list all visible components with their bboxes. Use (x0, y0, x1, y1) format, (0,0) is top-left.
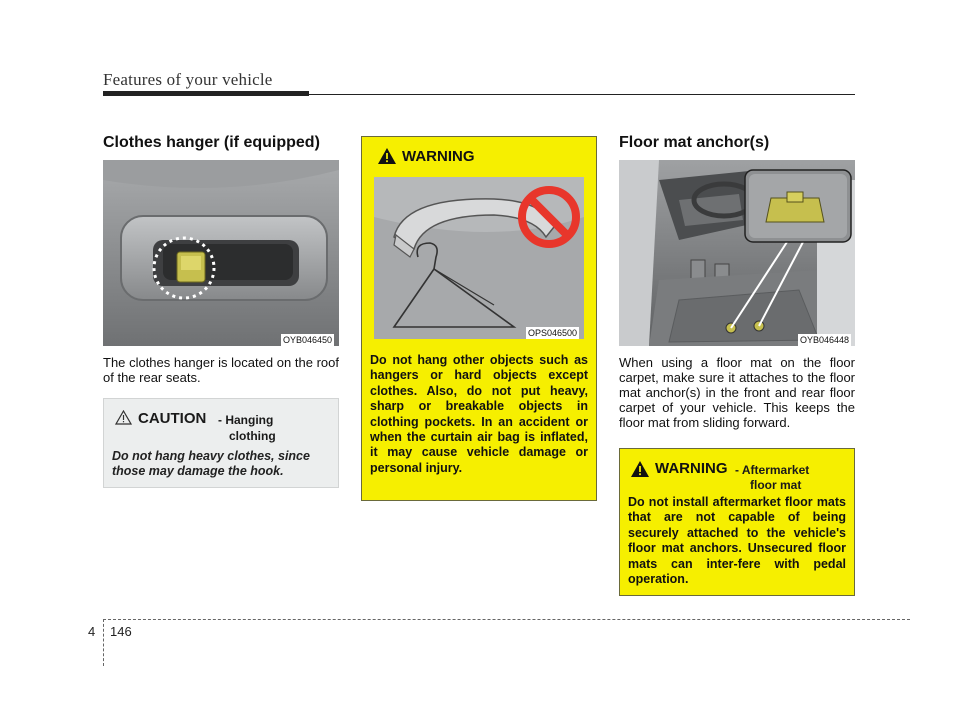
clothes-hanger-illustration (103, 160, 339, 346)
warning-subtitle-2: floor mat (750, 478, 802, 492)
figure-code-right: OYB046448 (800, 335, 850, 345)
figure-code-middle: OPS046500 (528, 328, 578, 338)
clothes-hanger-description: The clothes hanger is located on the roof of the rear seats. (103, 355, 339, 385)
clothes-hanger-figure (103, 160, 339, 346)
floor-mat-illustration (619, 160, 855, 346)
caution-subtitle-2: clothing (229, 429, 276, 443)
footer-dashed-divider (103, 619, 104, 666)
warning-text-hanger: Do not hang other objects such as hangers or hard objects except clothes. Also, do not put heavy, sharp or breakable objects in clothing pockets. In an accident or when the curtain air bag is inflated, it may cause vehicle damage or personal injury. (370, 353, 588, 475)
caution-text: Do not hang heavy clothes, since those may damage the hook. (112, 449, 310, 478)
caution-box (103, 398, 339, 488)
warning-box-floor-mat (619, 448, 855, 596)
caution-triangle-icon (115, 410, 132, 425)
caution-subtitle-1: - Hanging (218, 413, 274, 427)
section-heading-floor-mat: Floor mat anchor(s) (619, 134, 770, 151)
hanger-prohibited-illustration (374, 177, 584, 339)
footer-dashed-rule (103, 619, 910, 620)
warning-title-floor-mat: WARNING (655, 460, 728, 477)
section-heading-clothes-hanger: Clothes hanger (if equipped) (103, 134, 320, 151)
caution-title: CAUTION (138, 410, 207, 427)
running-header: Features of your vehicle (103, 70, 273, 89)
chapter-number: 4 (88, 624, 96, 639)
header-rule (103, 94, 855, 95)
warning-box-hanger (361, 136, 597, 501)
warning-triangle-icon (377, 147, 397, 165)
warning-text-floor-mat: Do not install aftermarket floor mats that are not capable of being securely attached to the vehicle's floor mat anchors. Unsecured floor mats can inter-fere with pedal operation. (628, 495, 846, 587)
page-number: 146 (110, 624, 132, 639)
floor-mat-description: When using a floor mat on the floor carpet, make sure it attaches to the floor mat anchor(s) in the front and rear floor carpet of your vehicle. This keeps the floor mat from sliding forward. (619, 355, 855, 430)
floor-mat-figure (619, 160, 855, 346)
warning-title: WARNING (402, 148, 475, 165)
figure-code-left: OYB046450 (283, 335, 333, 345)
warning-subtitle-1: - Aftermarket (735, 463, 810, 477)
warning-hanger-figure (374, 177, 584, 339)
warning-triangle-icon (630, 460, 650, 478)
